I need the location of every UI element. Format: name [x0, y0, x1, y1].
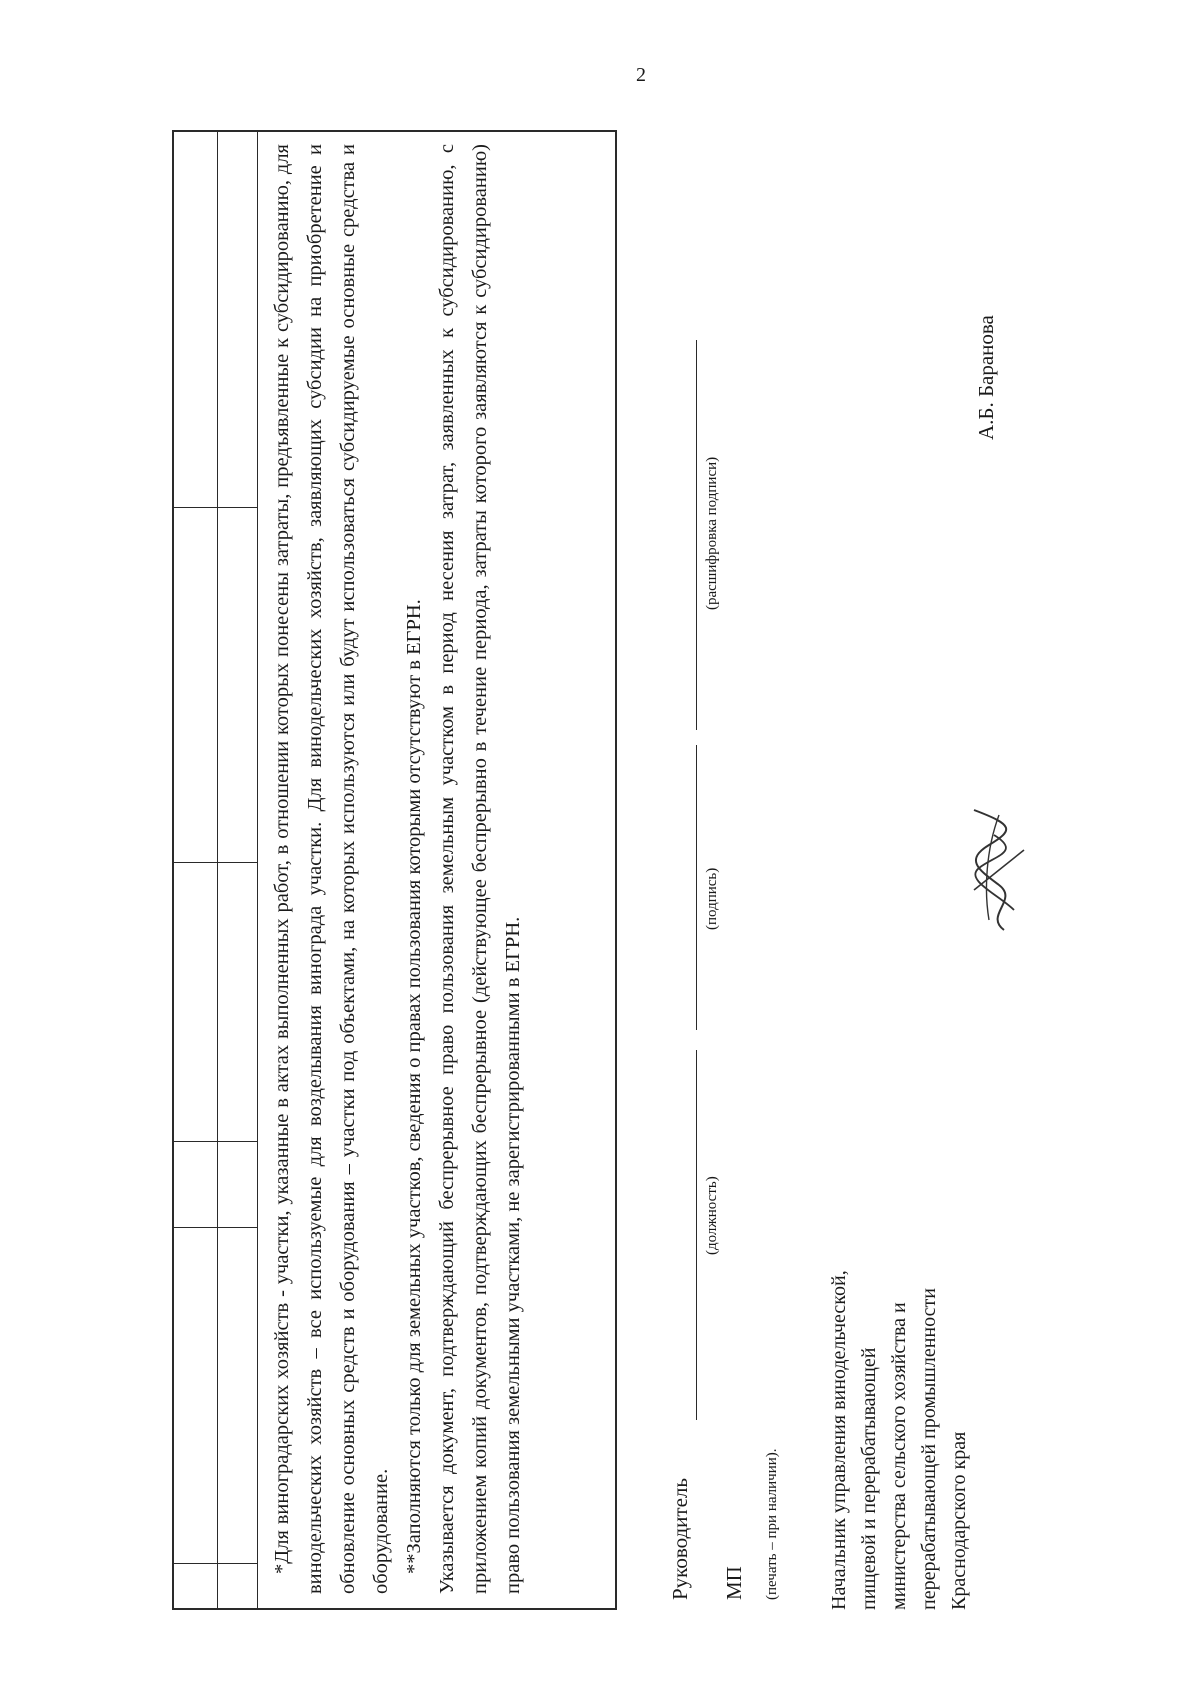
table-footnotes: [266, 144, 530, 1594]
handwritten-signature: [944, 800, 1034, 940]
table-column-divider: [174, 507, 258, 508]
official-line: пищевой и перерабатывающей: [858, 1347, 880, 1610]
table-column-divider: [174, 1227, 258, 1228]
official-title: [824, 1090, 974, 1610]
signature-line: [696, 745, 697, 1030]
table-column-divider: [174, 1141, 258, 1142]
footnote-3: Указывается документ, подтверждающий беспрерывное право пользования земельным участком в период несения затрат, заявленных к субсидированию, с приложением копий документов, подтверждающих беспрерывное (действующее беспрерывно в течение периода, затраты которого заявляются к субсидированию) право пользования земельными участками, не зарегистрированными в ЕГРН.: [436, 144, 524, 1594]
mp-label: МП: [722, 1566, 746, 1600]
decode-line: [696, 340, 697, 730]
head-label: Руководитель: [668, 1478, 692, 1600]
position-line: [696, 1050, 697, 1420]
table-column-divider: [174, 862, 258, 863]
official-name: А.Б. Баранова: [974, 315, 998, 440]
table-row: [174, 132, 218, 1608]
table-column-divider: [174, 1563, 258, 1564]
rotated-sheet: [172, 130, 1062, 1610]
footnote-2: **Заполняются только для земельных участков, сведения о правах пользования которыми отсутствуют в ЕГРН.: [403, 599, 425, 1574]
official-line: Начальник управления винодельческой,: [828, 1270, 850, 1610]
official-line: перерабатывающей промышленности: [918, 1288, 940, 1610]
page-number: 2: [636, 64, 646, 86]
official-line: министерства сельского хозяйства и: [888, 1302, 910, 1610]
table: [172, 130, 617, 1610]
table-row: [218, 132, 258, 1608]
position-caption: (должность): [704, 1176, 720, 1255]
decode-caption: (расшифровка подписи): [704, 456, 720, 610]
signature-caption: (подпись): [704, 867, 720, 930]
seal-note: (печать – при наличии).: [764, 1448, 780, 1600]
official-line: Краснодарского края: [948, 1431, 970, 1610]
footnote-1: *Для виноградарских хозяйств - участки, указанные в актах выполненных работ, в отношении которых понесены затраты, предъявленные к субсидированию, для винодельческих хозяйств – все используемые для возделывания винограда участки. Для винодельческих хозяйств, заявляющих субсидии на приобретение и обновление основных средств и оборудования – участки под объектами, на которых используются или будут использоваться субсидируемые основные средства и оборудование.: [271, 144, 392, 1594]
signature-block: [624, 130, 1054, 1610]
